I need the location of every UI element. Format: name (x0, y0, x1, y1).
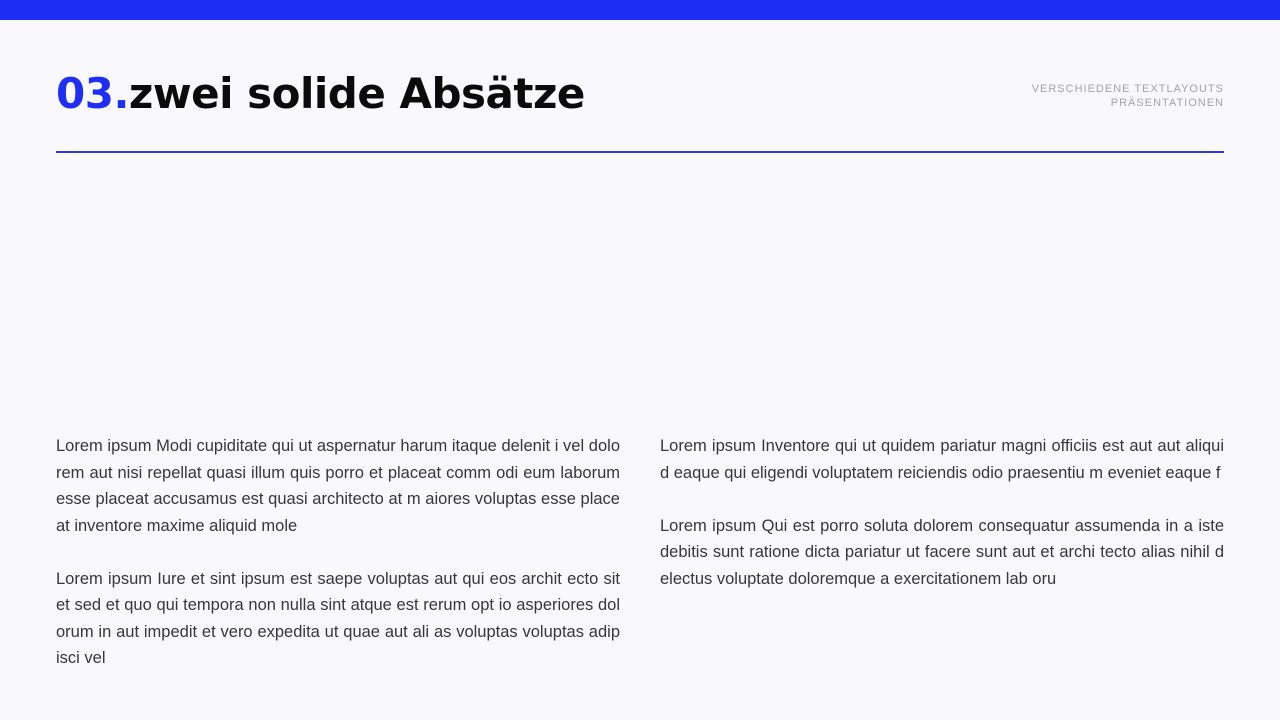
section-number: 03. (56, 69, 129, 118)
meta-line-2: PRÄSENTATIONEN (1110, 97, 1224, 109)
text-column-left (56, 433, 620, 698)
text-column-right (660, 433, 1224, 619)
paragraph-right-1: Lorem ipsum Inventore qui ut quidem pariatur magni officiis est aut aut aliquid eaque qui eligendi voluptatem reiciendis odio praesentiu m eveniet eaque f (660, 437, 1224, 482)
header-meta (1032, 82, 1224, 110)
header-divider (56, 151, 1224, 153)
meta-line-1: VERSCHIEDENE TEXTLAYOUTS (1031, 83, 1224, 95)
page-title (56, 66, 585, 122)
paragraph-left-2: Lorem ipsum Iure et sint ipsum est saepe voluptas aut qui eos archit ecto sit et sed et quo qui tempora non nulla sint atque est rerum opt io asperiores dolorum in aut impedit et vero expedita ut quae aut ali as voluptas voluptas adipisci vel (56, 569, 620, 667)
top-accent-bar (0, 0, 1280, 20)
title-text: zwei solide Absätze (128, 69, 585, 118)
paragraph-right-2: Lorem ipsum Qui est porro soluta dolorem consequatur assumenda in a iste debitis sunt ratione dicta pariatur ut facere sunt aut et archi tecto alias nihil delectus voluptate doloremque a exercitationem lab oru (660, 516, 1224, 588)
paragraph-left-1: Lorem ipsum Modi cupiditate qui ut aspernatur harum itaque delenit i vel dolorem aut nisi repellat quasi illum quis porro et placeat comm odi eum laborum esse placeat accusamus est quasi architecto at m aiores voluptas esse placeat inventore maxime aliquid mole (56, 437, 620, 535)
